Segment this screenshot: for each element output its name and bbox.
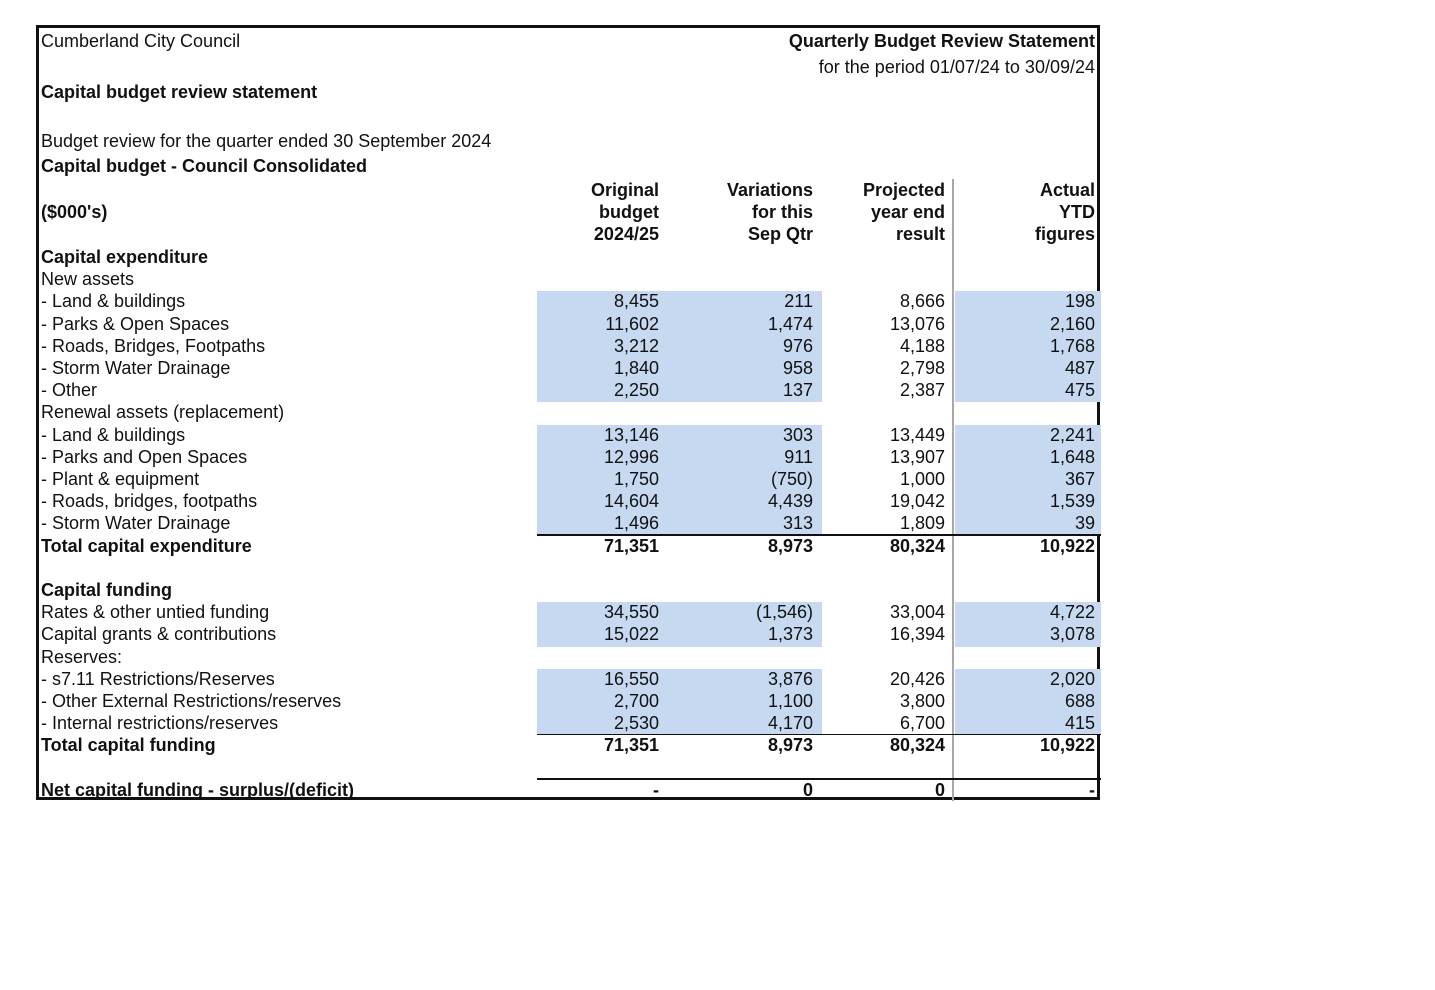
row-value-col-4: 4,722 (1049, 602, 1095, 623)
row-value-col-2: (1,546) (755, 602, 813, 623)
row-label: - Storm Water Drainage (41, 358, 231, 378)
row-value-col-4: 3,078 (1049, 624, 1095, 645)
row-value-col-1: 11,602 (605, 313, 659, 334)
row-value-col-3: 80,324 (889, 535, 945, 556)
consolidated-title: Capital budget - Council Consolidated (41, 156, 367, 176)
row-label: Renewal assets (replacement) (41, 402, 285, 423)
row-value-col-1: 2,530 (613, 713, 659, 734)
row-value-col-2: 3,876 (767, 668, 813, 689)
row-value-col-2: 1,474 (767, 313, 813, 334)
column-header-1-line3: 2024/25 (593, 224, 659, 244)
row-label: Total capital funding (41, 735, 216, 756)
row-label: Total capital expenditure (41, 535, 252, 556)
row-label: Net capital funding - surplus/(deficit) (41, 779, 355, 800)
row-value-col-3: 3,800 (899, 691, 945, 711)
row-value-col-1: 1,750 (613, 469, 659, 489)
row-value-col-1: 15,022 (603, 624, 659, 645)
row-label: - Roads, Bridges, Footpaths (41, 335, 266, 356)
column-header-3-line2: year end (870, 202, 945, 222)
row-value-col-2: 4,170 (767, 713, 813, 734)
row-label: - Plant & equipment (41, 469, 200, 489)
total-rule (537, 778, 1101, 780)
row-value-col-3: 1,809 (899, 513, 945, 534)
row-value-col-2: 1,100 (767, 691, 813, 711)
row-value-col-2: 8,973 (767, 535, 813, 556)
row-value-col-2: 976 (782, 335, 813, 356)
column-header-1-line2: budget (599, 202, 659, 222)
column-header-3-line3: result (895, 224, 945, 244)
unit-label: ($000's) (41, 202, 108, 222)
row-value-col-2: 303 (782, 424, 813, 445)
column-header-3-line1: Projected (862, 180, 945, 200)
row-label: Rates & other untied funding (41, 602, 270, 623)
row-label: - Internal restrictions/reserves (41, 713, 279, 734)
row-label: - Other External Restrictions/reserves (41, 691, 342, 711)
row-value-col-1: 3,212 (613, 335, 659, 356)
row-value-col-4: 2,020 (1049, 668, 1095, 689)
row-value-col-3: 2,798 (899, 358, 945, 378)
input-shading (537, 291, 822, 402)
row-value-col-1: 14,604 (603, 491, 659, 512)
row-value-col-4: - (1089, 779, 1095, 800)
column-header-1-line1: Original (590, 180, 659, 200)
row-label: - Land & buildings (41, 424, 186, 445)
row-value-col-2: 211 (784, 291, 813, 312)
row-value-col-2: 313 (782, 513, 813, 534)
row-value-col-3: 16,394 (889, 624, 945, 645)
row-value-col-1: 12,996 (603, 446, 659, 467)
row-value-col-1: 71,351 (603, 735, 659, 756)
row-label: - s7.11 Restrictions/Reserves (41, 668, 275, 689)
row-value-col-3: 13,449 (889, 424, 945, 445)
row-value-col-3: 1,000 (899, 469, 945, 489)
statement-period: for the period 01/07/24 to 30/09/24 (818, 57, 1095, 77)
row-value-col-3: 4,188 (899, 335, 945, 356)
row-value-col-4: 688 (1064, 691, 1095, 711)
row-value-col-4: 487 (1064, 358, 1095, 378)
row-value-col-4: 39 (1074, 513, 1095, 534)
statement-title: Quarterly Budget Review Statement (788, 31, 1095, 51)
column-header-2-line2: for this (752, 202, 813, 222)
row-value-col-1: - (653, 779, 659, 800)
total-rule (537, 734, 1101, 736)
row-value-col-1: 2,700 (613, 691, 659, 711)
row-value-col-2: (750) (770, 469, 813, 489)
budget-statement-sheet (36, 25, 1100, 800)
row-value-col-3: 13,907 (889, 446, 945, 467)
column-header-4-line3: figures (1034, 224, 1095, 244)
row-value-col-3: 0 (934, 779, 945, 800)
council-name: Cumberland City Council (41, 31, 241, 51)
row-value-col-2: 0 (802, 779, 813, 800)
row-value-col-1: 2,250 (613, 380, 659, 401)
row-value-col-2: 1,373 (767, 624, 813, 645)
actual-column-divider (952, 179, 954, 801)
row-value-col-1: 1,496 (613, 513, 659, 534)
row-value-col-3: 8,666 (899, 291, 945, 312)
row-label: - Other (41, 380, 98, 401)
row-label: Capital funding (41, 580, 172, 600)
row-value-col-3: 33,004 (889, 602, 945, 623)
row-value-col-1: 16,550 (603, 668, 659, 689)
row-value-col-4: 415 (1064, 713, 1095, 734)
row-value-col-4: 475 (1064, 380, 1095, 401)
row-value-col-2: 911 (784, 446, 813, 467)
column-header-4-line2: YTD (1059, 202, 1095, 222)
row-value-col-1: 13,146 (603, 424, 659, 445)
row-label: New assets (41, 269, 135, 290)
row-value-col-3: 20,426 (889, 668, 945, 689)
row-value-col-3: 2,387 (899, 380, 945, 401)
row-value-col-3: 80,324 (889, 735, 945, 756)
review-text: Budget review for the quarter ended 30 September 2024 (41, 131, 492, 151)
row-value-col-4: 1,768 (1049, 335, 1095, 356)
row-value-col-1: 71,351 (603, 535, 659, 556)
row-label: Reserves: (41, 646, 123, 667)
row-value-col-2: 958 (782, 358, 813, 378)
row-value-col-4: 10,922 (1039, 735, 1095, 756)
row-value-col-4: 367 (1064, 469, 1095, 489)
column-header-2-line1: Variations (726, 180, 813, 200)
row-value-col-2: 137 (782, 380, 813, 401)
row-value-col-4: 1,539 (1049, 491, 1095, 512)
row-value-col-4: 1,648 (1049, 446, 1095, 467)
total-rule (537, 534, 1101, 536)
column-header-4-line1: Actual (1039, 180, 1095, 200)
section-title: Capital budget review statement (41, 82, 318, 102)
row-label: - Parks & Open Spaces (41, 313, 230, 334)
row-label: - Land & buildings (41, 291, 186, 312)
row-value-col-1: 1,840 (613, 358, 659, 378)
row-label: - Storm Water Drainage (41, 513, 231, 534)
row-value-col-4: 2,160 (1049, 313, 1095, 334)
row-label: - Parks and Open Spaces (41, 446, 248, 467)
row-value-col-2: 8,973 (767, 735, 813, 756)
row-value-col-3: 6,700 (899, 713, 945, 734)
row-value-col-1: 34,550 (603, 602, 659, 623)
row-value-col-2: 4,439 (767, 491, 813, 512)
column-header-2-line3: Sep Qtr (747, 224, 813, 244)
row-label: - Roads, bridges, footpaths (41, 491, 258, 512)
row-value-col-1: 8,455 (613, 291, 659, 312)
row-value-col-4: 2,241 (1049, 424, 1095, 445)
row-value-col-4: 198 (1064, 291, 1095, 312)
row-label: Capital expenditure (41, 247, 209, 267)
row-value-col-4: 10,922 (1039, 535, 1095, 556)
row-value-col-3: 19,042 (889, 491, 945, 512)
row-value-col-3: 13,076 (889, 313, 945, 334)
row-label: Capital grants & contributions (41, 624, 277, 645)
